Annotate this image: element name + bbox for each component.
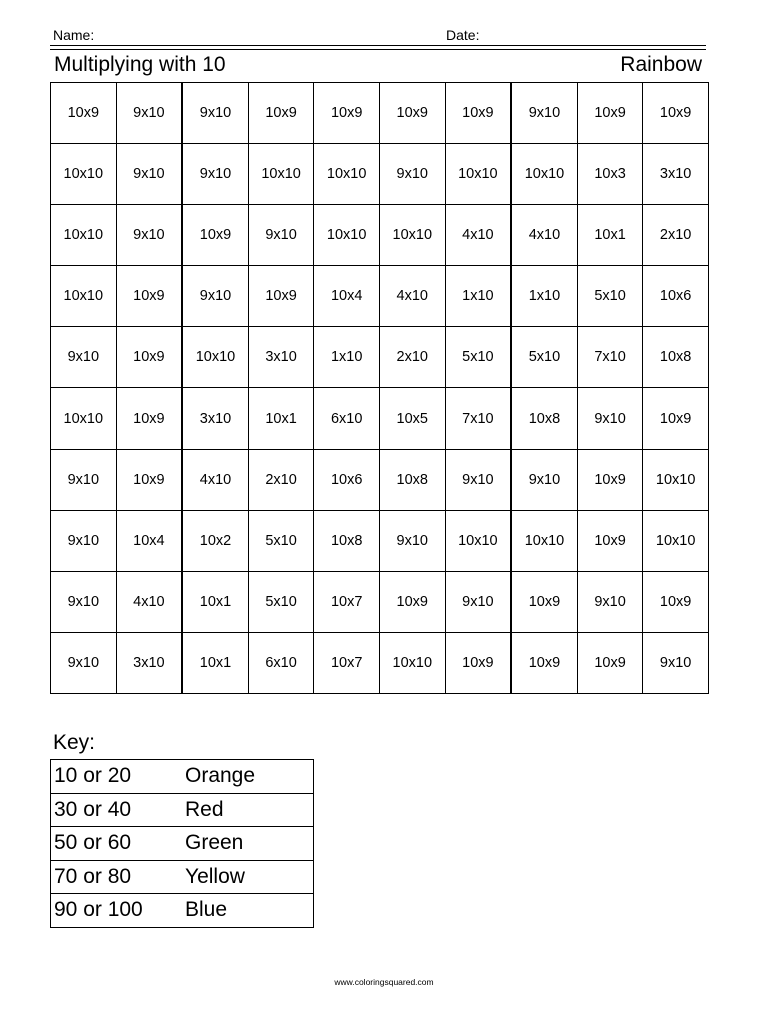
key-row (51, 860, 314, 894)
grid-cell: 10x5 (379, 388, 445, 449)
grid-cell: 10x9 (445, 632, 511, 693)
grid-cell: 10x10 (379, 205, 445, 266)
color-key-table (50, 759, 314, 928)
name-label: Name: (53, 27, 95, 43)
grid-cell: 9x10 (51, 449, 117, 510)
key-color: Yellow (182, 860, 314, 894)
grid-cell: 10x10 (51, 205, 117, 266)
grid-cell: 10x7 (314, 571, 380, 632)
grid-cell: 4x10 (182, 449, 248, 510)
grid-cell: 10x4 (116, 510, 182, 571)
grid-cell: 10x10 (445, 144, 511, 205)
grid-cell: 4x10 (511, 205, 577, 266)
grid-cell: 10x9 (643, 388, 709, 449)
grid-cell: 10x2 (182, 510, 248, 571)
worksheet-title: Multiplying with 10 (54, 53, 226, 76)
grid-cell: 3x10 (248, 327, 314, 388)
grid-cell: 9x10 (51, 632, 117, 693)
grid-cell: 10x10 (643, 449, 709, 510)
grid-cell: 2x10 (643, 205, 709, 266)
grid-cell: 6x10 (314, 388, 380, 449)
grid-cell: 9x10 (643, 632, 709, 693)
key-color: Blue (182, 894, 314, 928)
key-row (51, 827, 314, 861)
key-range: 90 or 100 (51, 894, 183, 928)
grid-cell: 10x3 (577, 144, 643, 205)
grid-cell: 10x7 (314, 632, 380, 693)
key-color: Orange (182, 760, 314, 794)
grid-cell: 10x9 (511, 632, 577, 693)
grid-cell: 10x1 (577, 205, 643, 266)
grid-cell: 10x9 (511, 571, 577, 632)
grid-row (51, 205, 709, 266)
grid-cell: 10x8 (643, 327, 709, 388)
grid-cell: 9x10 (577, 388, 643, 449)
grid-cell: 10x10 (445, 510, 511, 571)
grid-cell: 10x9 (577, 510, 643, 571)
grid-cell: 10x10 (182, 327, 248, 388)
grid-cell: 9x10 (182, 83, 248, 144)
grid-cell: 10x4 (314, 266, 380, 327)
grid-cell: 10x9 (643, 83, 709, 144)
key-range: 70 or 80 (51, 860, 183, 894)
grid-cell: 9x10 (51, 571, 117, 632)
grid-cell: 10x9 (577, 632, 643, 693)
grid-cell: 10x6 (643, 266, 709, 327)
grid-row (51, 388, 709, 449)
header-rule-secondary (50, 49, 706, 50)
grid-cell: 10x10 (511, 144, 577, 205)
grid-cell: 5x10 (248, 571, 314, 632)
key-color: Green (182, 827, 314, 861)
header-rule (50, 45, 706, 46)
grid-cell: 3x10 (116, 632, 182, 693)
grid-cell: 10x9 (314, 83, 380, 144)
grid-cell: 9x10 (182, 144, 248, 205)
grid-cell: 5x10 (511, 327, 577, 388)
grid-cell: 4x10 (445, 205, 511, 266)
grid-cell: 9x10 (51, 510, 117, 571)
grid-cell: 10x6 (314, 449, 380, 510)
grid-cell: 10x8 (511, 388, 577, 449)
grid-cell: 10x10 (643, 510, 709, 571)
grid-cell: 9x10 (445, 449, 511, 510)
grid-cell: 10x9 (51, 83, 117, 144)
grid-cell: 10x9 (116, 327, 182, 388)
key-row (51, 894, 314, 928)
grid-cell: 1x10 (511, 266, 577, 327)
grid-cell: 9x10 (511, 83, 577, 144)
grid-cell: 10x10 (51, 144, 117, 205)
grid-cell: 1x10 (445, 266, 511, 327)
key-label: Key: (53, 731, 96, 754)
worksheet-subtitle: Rainbow (620, 53, 702, 76)
grid-row (51, 449, 709, 510)
grid-cell: 10x10 (51, 388, 117, 449)
key-color: Red (182, 793, 314, 827)
grid-cell: 10x10 (379, 632, 445, 693)
grid-cell: 10x9 (116, 266, 182, 327)
problem-grid (50, 82, 709, 694)
grid-cell: 10x1 (182, 632, 248, 693)
grid-cell: 4x10 (379, 266, 445, 327)
grid-cell: 9x10 (577, 571, 643, 632)
grid-cell: 3x10 (182, 388, 248, 449)
grid-cell: 10x9 (643, 571, 709, 632)
grid-row (51, 327, 709, 388)
grid-row (51, 83, 709, 144)
grid-cell: 9x10 (51, 327, 117, 388)
grid-cell: 1x10 (314, 327, 380, 388)
grid-cell: 9x10 (445, 571, 511, 632)
grid-cell: 9x10 (182, 266, 248, 327)
grid-cell: 10x1 (182, 571, 248, 632)
grid-cell: 10x9 (577, 449, 643, 510)
grid-cell: 9x10 (511, 449, 577, 510)
grid-row (51, 632, 709, 693)
grid-cell: 9x10 (379, 144, 445, 205)
grid-cell: 10x9 (577, 83, 643, 144)
grid-cell: 10x8 (314, 510, 380, 571)
grid-cell: 10x10 (314, 205, 380, 266)
grid-cell: 4x10 (116, 571, 182, 632)
grid-row (51, 144, 709, 205)
key-range: 10 or 20 (51, 760, 183, 794)
grid-cell: 7x10 (577, 327, 643, 388)
grid-cell: 10x9 (248, 266, 314, 327)
header-fields (50, 24, 706, 46)
grid-cell: 10x9 (445, 83, 511, 144)
grid-cell: 6x10 (248, 632, 314, 693)
grid-cell: 5x10 (577, 266, 643, 327)
key-range: 30 or 40 (51, 793, 183, 827)
grid-cell: 10x10 (51, 266, 117, 327)
grid-cell: 7x10 (445, 388, 511, 449)
grid-cell: 2x10 (379, 327, 445, 388)
grid-cell: 10x9 (379, 83, 445, 144)
grid-cell: 10x10 (314, 144, 380, 205)
grid-cell: 3x10 (643, 144, 709, 205)
grid-cell: 10x10 (511, 510, 577, 571)
grid-cell: 5x10 (445, 327, 511, 388)
grid-row (51, 510, 709, 571)
grid-cell: 10x9 (116, 388, 182, 449)
grid-row (51, 571, 709, 632)
grid-cell: 10x9 (182, 205, 248, 266)
grid-cell: 5x10 (248, 510, 314, 571)
key-row (51, 760, 314, 794)
grid-row (51, 266, 709, 327)
key-range: 50 or 60 (51, 827, 183, 861)
key-row (51, 793, 314, 827)
grid-cell: 10x9 (116, 449, 182, 510)
grid-cell: 9x10 (248, 205, 314, 266)
grid-cell: 10x8 (379, 449, 445, 510)
footer-url: www.coloringsquared.com (334, 977, 434, 987)
grid-cell: 9x10 (116, 83, 182, 144)
grid-cell: 10x9 (379, 571, 445, 632)
grid-cell: 10x10 (248, 144, 314, 205)
grid-cell: 10x1 (248, 388, 314, 449)
date-label: Date: (446, 27, 480, 43)
grid-cell: 9x10 (116, 144, 182, 205)
grid-cell: 9x10 (116, 205, 182, 266)
grid-cell: 2x10 (248, 449, 314, 510)
grid-cell: 10x9 (248, 83, 314, 144)
grid-cell: 9x10 (379, 510, 445, 571)
